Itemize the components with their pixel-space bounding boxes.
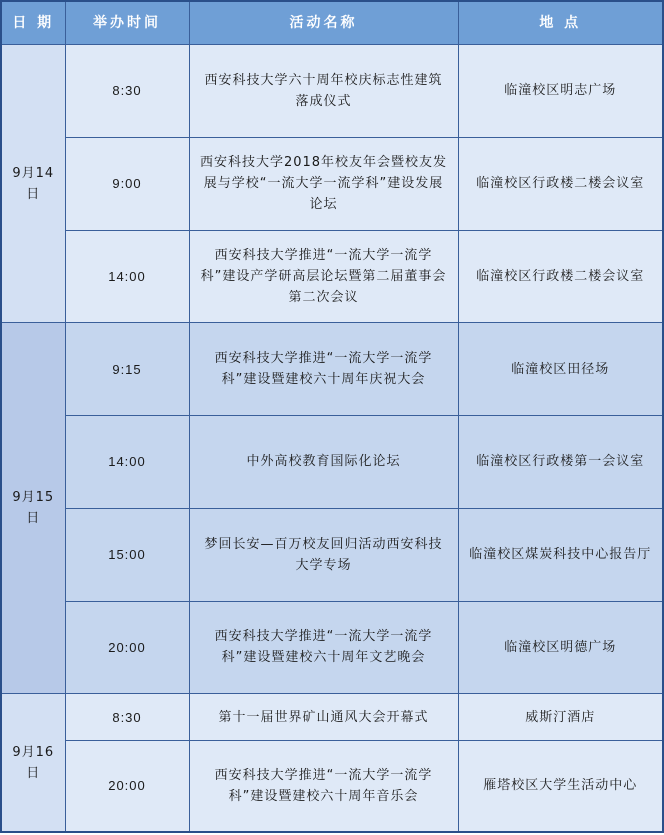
activity-name-cell: 西安科技大学推进“一流大学一流学科”建设暨建校六十周年音乐会 [189, 740, 458, 832]
table-row [1, 323, 663, 416]
location-cell: 雁塔校区大学生活动中心 [458, 740, 663, 832]
location-cell: 临潼校区行政楼二楼会议室 [458, 137, 663, 230]
table-row [1, 230, 663, 323]
time-cell: 8:30 [65, 45, 189, 138]
table-row [1, 416, 663, 509]
date-cell: 9月16日 [1, 694, 65, 832]
table-row [1, 45, 663, 138]
header-date: 日 期 [1, 1, 65, 45]
date-cell: 9月14日 [1, 45, 65, 323]
activity-name-cell: 中外高校教育国际化论坛 [189, 416, 458, 509]
time-cell: 14:00 [65, 416, 189, 509]
header-location: 地 点 [458, 1, 663, 45]
activity-name-cell: 西安科技大学六十周年校庆标志性建筑落成仪式 [189, 45, 458, 138]
table-header-row [1, 1, 663, 45]
location-cell: 临潼校区煤炭科技中心报告厅 [458, 508, 663, 601]
time-cell: 15:00 [65, 508, 189, 601]
table-row [1, 694, 663, 740]
time-cell: 9:00 [65, 137, 189, 230]
activity-name-cell: 西安科技大学推进“一流大学一流学科”建设产学研高层论坛暨第二届董事会第二次会议 [189, 230, 458, 323]
location-cell: 临潼校区明志广场 [458, 45, 663, 138]
time-cell: 20:00 [65, 740, 189, 832]
table-row [1, 740, 663, 832]
time-cell: 14:00 [65, 230, 189, 323]
activity-name-cell: 西安科技大学推进“一流大学一流学科”建设暨建校六十周年庆祝大会 [189, 323, 458, 416]
date-cell: 9月15日 [1, 323, 65, 694]
time-cell: 9:15 [65, 323, 189, 416]
activity-name-cell: 西安科技大学推进“一流大学一流学科”建设暨建校六十周年文艺晚会 [189, 601, 458, 694]
time-cell: 8:30 [65, 694, 189, 740]
time-cell: 20:00 [65, 601, 189, 694]
header-time: 举办时间 [65, 1, 189, 45]
location-cell: 临潼校区田径场 [458, 323, 663, 416]
location-cell: 临潼校区行政楼第一会议室 [458, 416, 663, 509]
location-cell: 临潼校区明德广场 [458, 601, 663, 694]
activity-name-cell: 西安科技大学2018年校友年会暨校友发展与学校“一流大学一流学科”建设发展论坛 [189, 137, 458, 230]
activity-name-cell: 第十一届世界矿山通风大会开幕式 [189, 694, 458, 740]
table-row [1, 137, 663, 230]
header-activity-name: 活动名称 [189, 1, 458, 45]
location-cell: 威斯汀酒店 [458, 694, 663, 740]
location-cell: 临潼校区行政楼二楼会议室 [458, 230, 663, 323]
table-row [1, 508, 663, 601]
table-row [1, 601, 663, 694]
activity-name-cell: 梦回长安—百万校友回归活动西安科技大学专场 [189, 508, 458, 601]
